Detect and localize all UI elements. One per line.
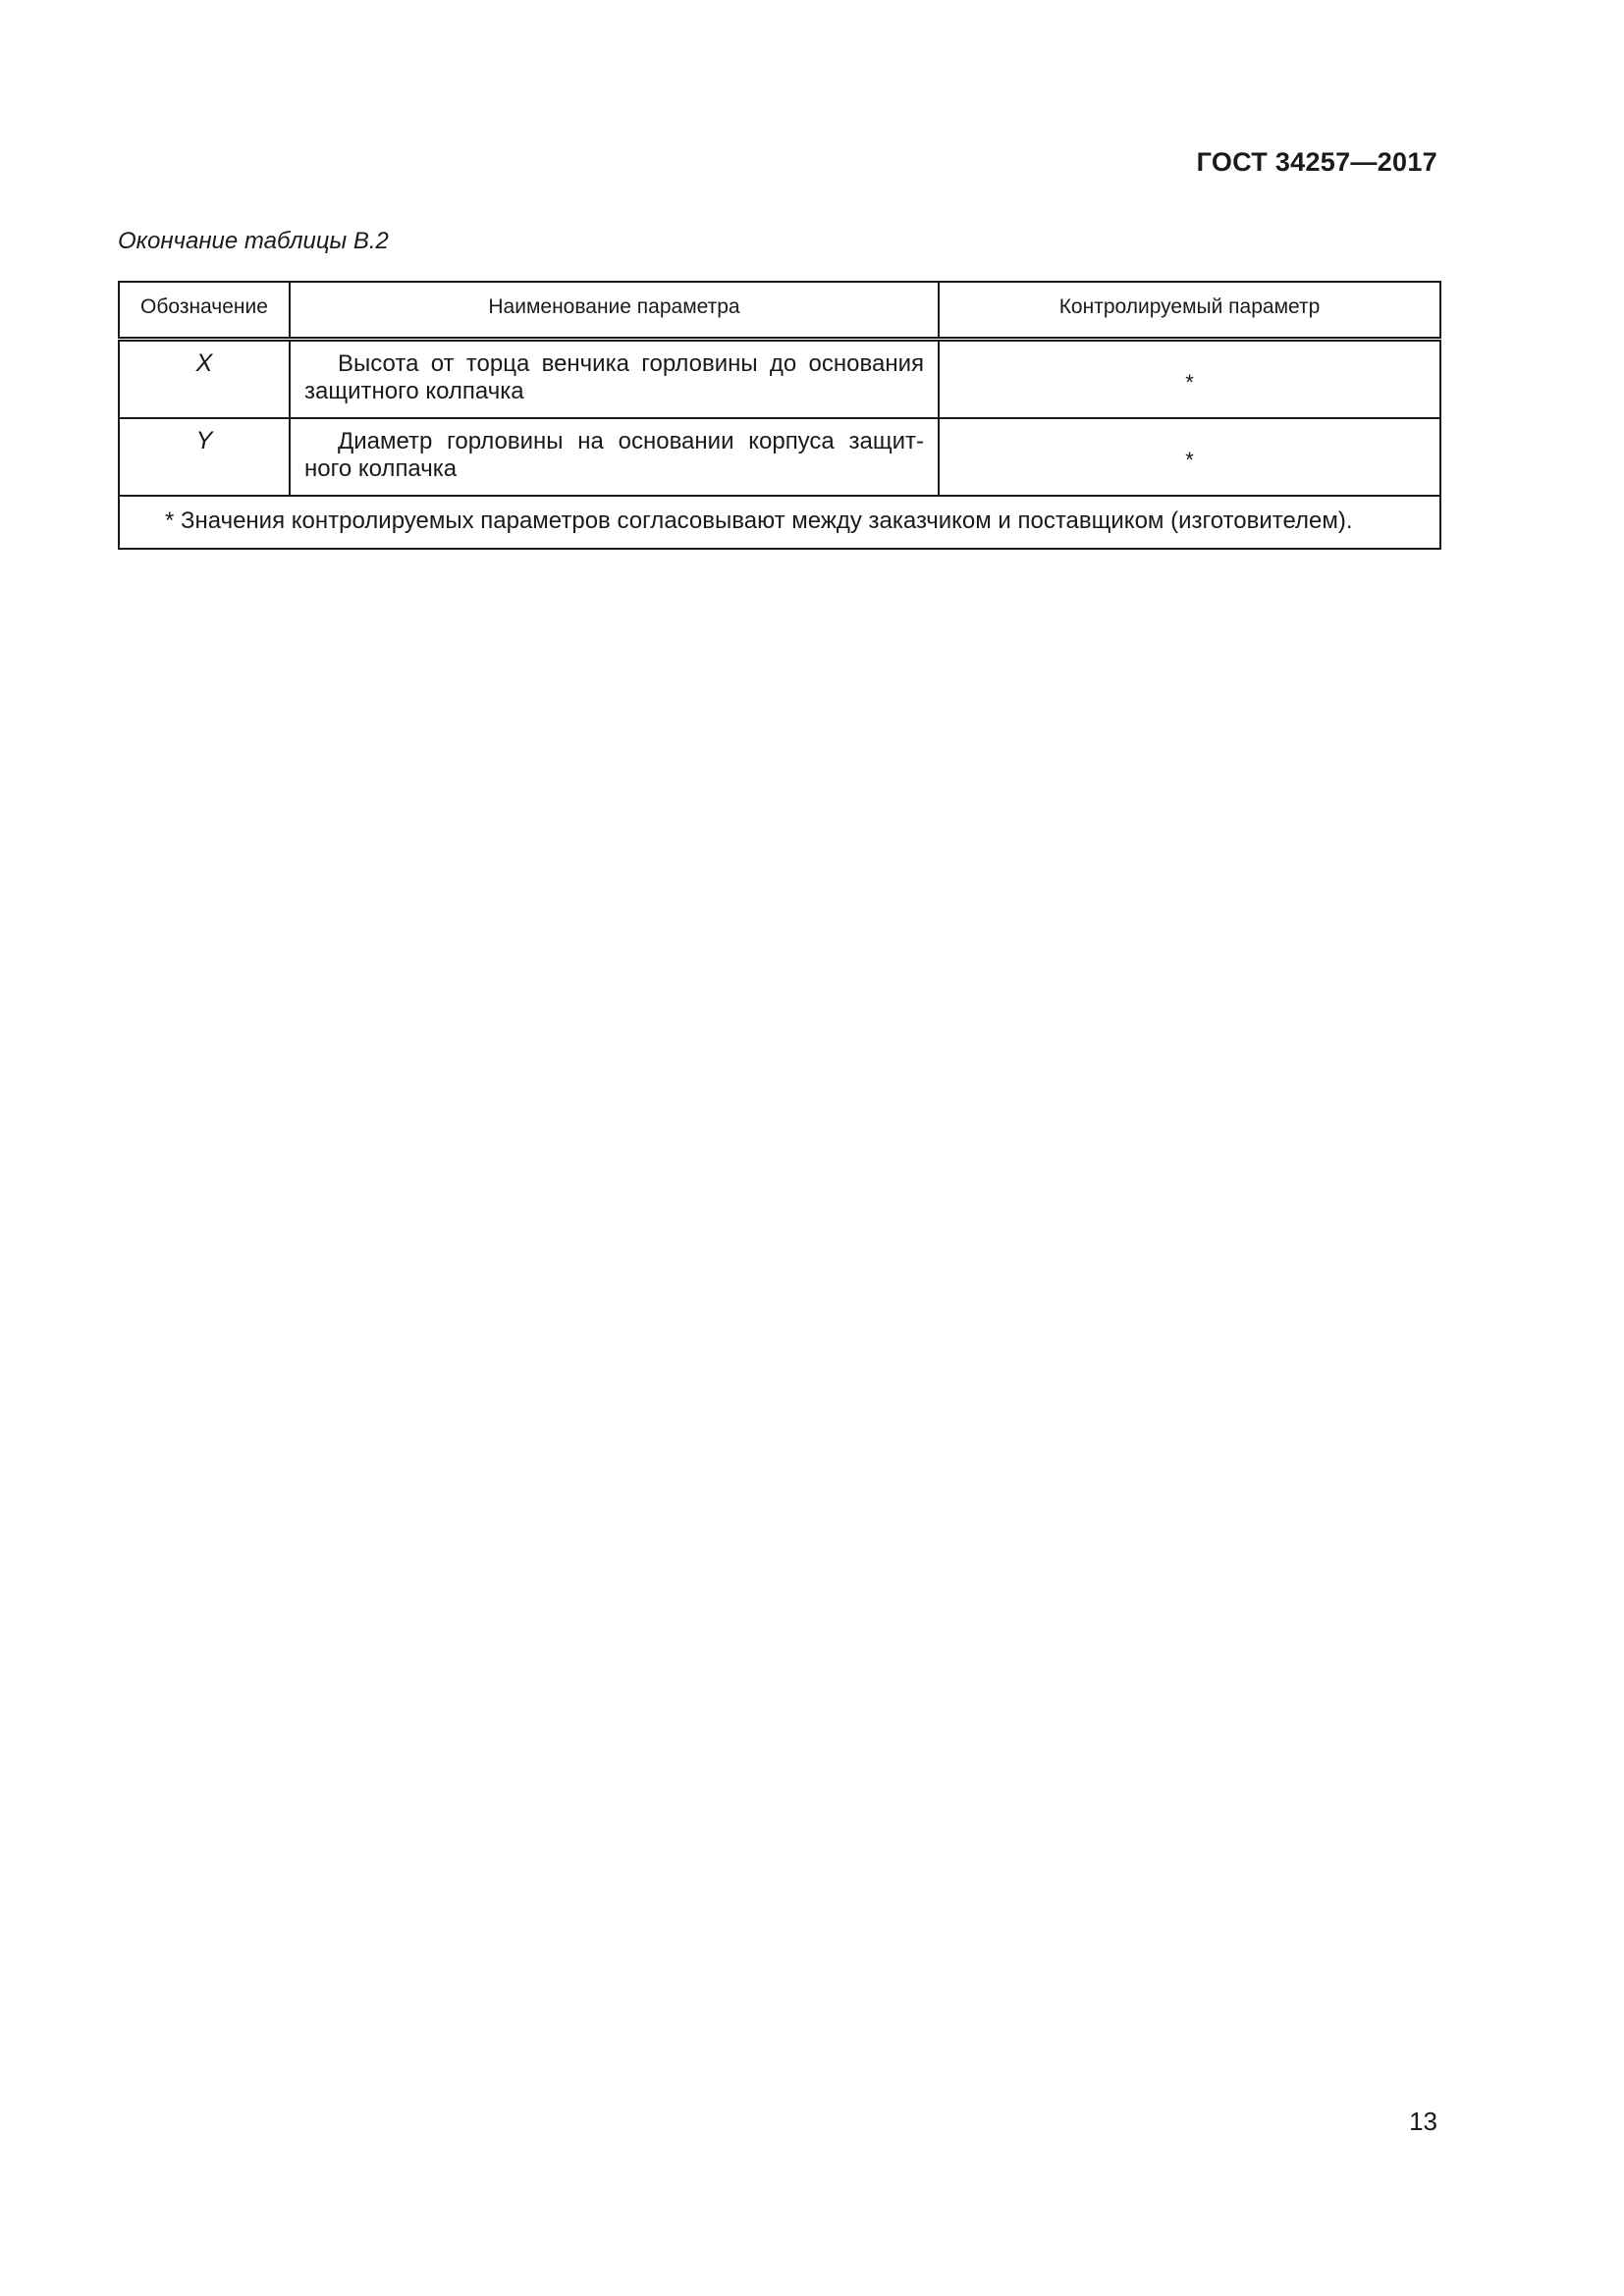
table-row — [119, 418, 1440, 496]
row-parameter-name — [290, 340, 939, 419]
page-number: 13 — [1409, 2107, 1437, 2136]
standard-number: ГОСТ 34257—2017 — [1196, 147, 1437, 177]
table-footnote: * Значения контролируемых параметров согласовывают между заказчиком и поставщиком (изготовителем). — [119, 496, 1440, 549]
row-symbol: Y — [119, 418, 290, 496]
column-header-parameter-name: Наименование параметра — [290, 282, 939, 340]
row-parameter-name-text: Диаметр горловины на основании корпуса защит-ного колпачка — [304, 428, 924, 482]
table-caption: Окончание таблицы В.2 — [118, 228, 389, 254]
column-header-controlled-parameter: Контролируемый параметр — [939, 282, 1440, 340]
row-controlled-value: * — [939, 418, 1440, 496]
row-parameter-name — [290, 418, 939, 496]
row-parameter-name-text: Высота от торца венчика горловины до основания защитного колпачка — [304, 350, 924, 404]
table-row — [119, 340, 1440, 419]
parameters-table — [118, 281, 1441, 550]
table-header-row — [119, 282, 1440, 340]
row-controlled-value: * — [939, 340, 1440, 419]
row-symbol: X — [119, 340, 290, 419]
column-header-symbol: Обозначение — [119, 282, 290, 340]
parameters-table-container — [118, 281, 1439, 550]
table-footnote-row — [119, 496, 1440, 549]
